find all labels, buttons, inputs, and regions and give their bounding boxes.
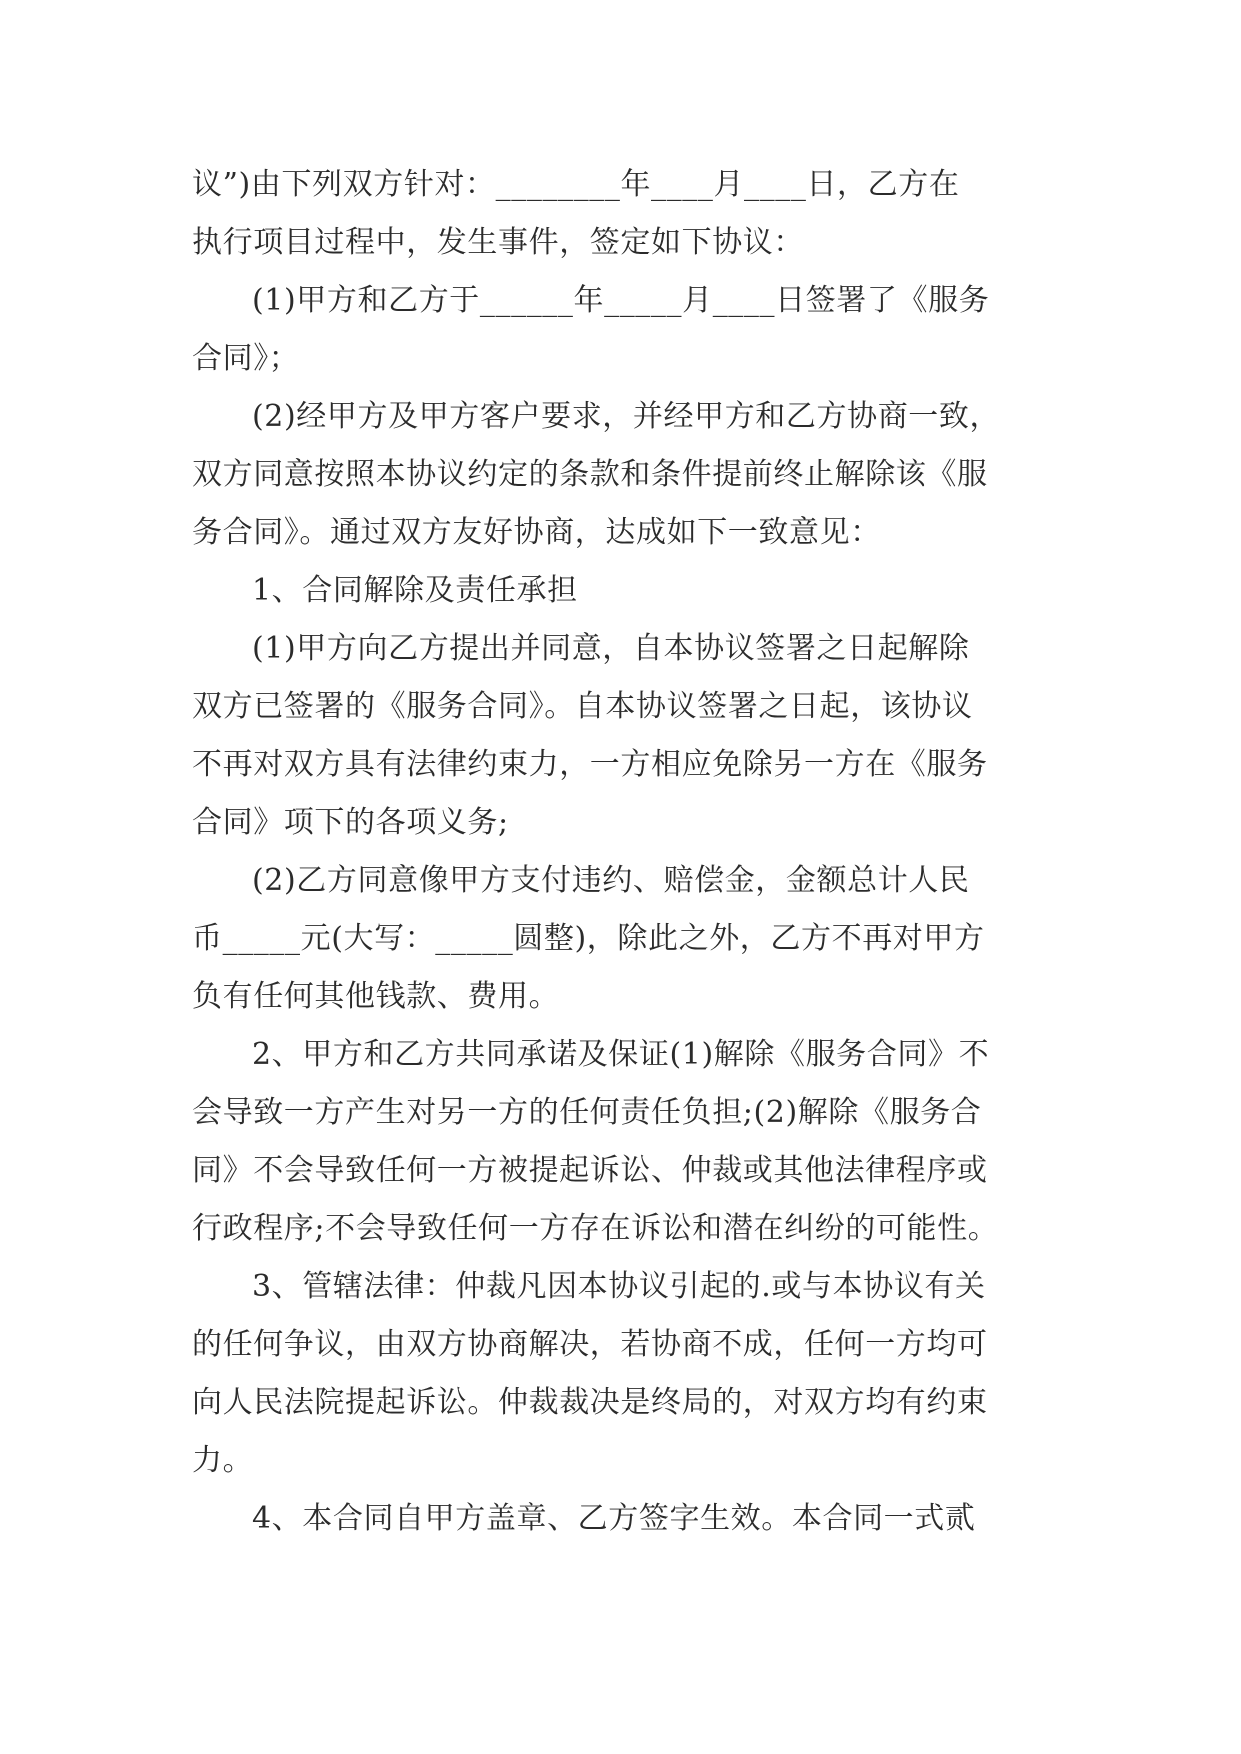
text-line: 会导致一方产生对另一方的任何责任负担;(2)解除《服务合 bbox=[192, 1095, 982, 1130]
text-line: (2)经甲方及甲方客户要求，并经甲方和乙方协商一致， bbox=[252, 399, 1001, 434]
text-line: 双方同意按照本协议约定的条款和条件提前终止解除该《服 bbox=[192, 457, 988, 492]
text-line: 合同》项下的各项义务; bbox=[192, 805, 509, 840]
text-line: 的任何争议，由双方协商解决，若协商不成，任何一方均可 bbox=[192, 1327, 988, 1362]
text-line: (1)甲方向乙方提出并同意，自本协议签署之日起解除 bbox=[252, 631, 970, 666]
text-line: 不再对双方具有法律约束力，一方相应免除另一方在《服务 bbox=[192, 747, 988, 782]
text-line: 3、管辖法律：仲裁凡因本协议引起的.或与本协议有关 bbox=[252, 1269, 986, 1304]
text-line: (1)甲方和乙方于______年_____月____日签署了《服务 bbox=[252, 283, 990, 318]
text-line: 同》不会导致任何一方被提起诉讼、仲裁或其他法律程序或 bbox=[192, 1153, 988, 1188]
text-line: 币_____元(大写：_____圆整)，除此之外，乙方不再对甲方 bbox=[192, 921, 985, 956]
text-line: 务合同》。通过双方友好协商，达成如下一致意见： bbox=[192, 515, 881, 550]
text-line: 力。 bbox=[192, 1443, 254, 1478]
text-line: 向人民法院提起诉讼。仲裁裁决是终局的，对双方均有约束 bbox=[192, 1385, 988, 1420]
text-line: 4、本合同自甲方盖章、乙方签字生效。本合同一式贰 bbox=[252, 1501, 976, 1536]
text-line: 2、甲方和乙方共同承诺及保证(1)解除《服务合同》不 bbox=[252, 1037, 990, 1072]
text-line: 议”)由下列双方针对：________年____月____日，乙方在 bbox=[192, 167, 960, 202]
text-line: 负有任何其他钱款、费用。 bbox=[192, 979, 560, 1014]
text-line: 行政程序;不会导致任何一方存在诉讼和潜在纠纷的可能性。 bbox=[192, 1211, 999, 1246]
text-line: 执行项目过程中，发生事件，签定如下协议： bbox=[192, 225, 804, 260]
text-line: 合同》； bbox=[192, 341, 300, 376]
section-heading: 1、合同解除及责任承担 bbox=[252, 573, 578, 608]
text-line: (2)乙方同意像甲方支付违约、赔偿金，金额总计人民 bbox=[252, 863, 970, 898]
text-line: 双方已签署的《服务合同》。自本协议签署之日起，该协议 bbox=[192, 689, 973, 724]
